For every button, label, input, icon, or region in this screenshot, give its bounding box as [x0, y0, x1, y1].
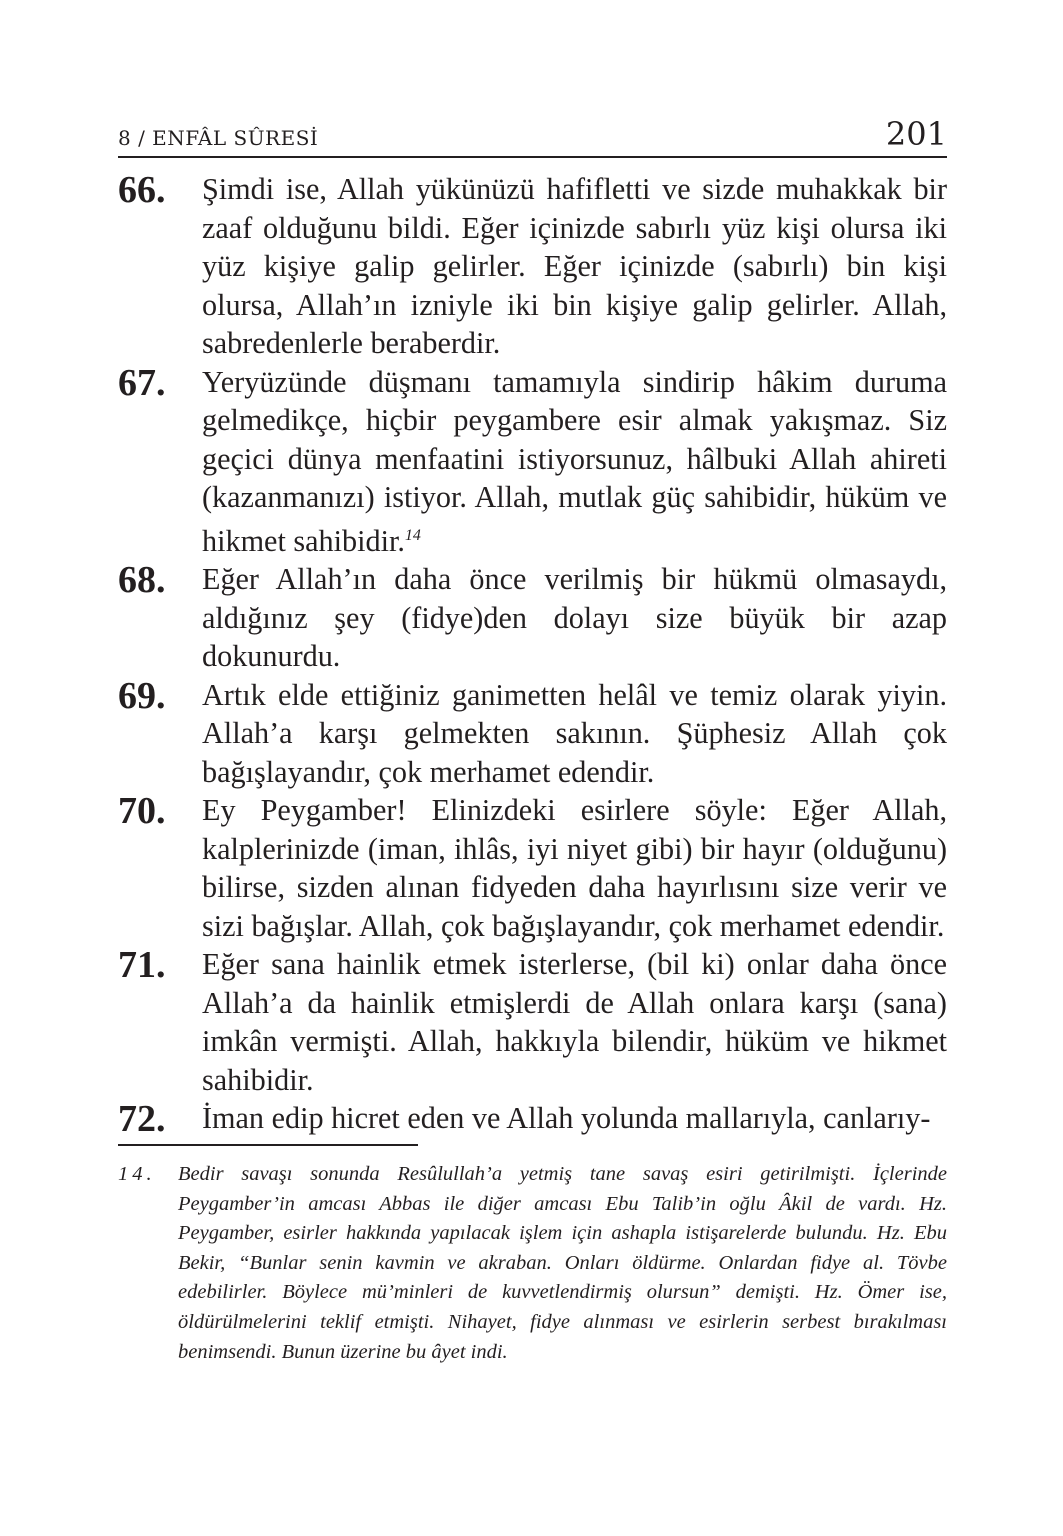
verse-number: 66. — [118, 169, 166, 211]
verse-69 — [118, 676, 947, 792]
page-header — [118, 110, 947, 158]
verse-text — [202, 363, 947, 561]
page-number: 201 — [885, 115, 947, 153]
footnote — [118, 1160, 947, 1367]
verse-number: 72. — [118, 1098, 166, 1141]
verse-text: Eğer sana hainlik etmek isterlerse, (bil ki) onlar daha önce Allah’a da hainlik etmişlerdi de Allah onlara karşı (sana) imkân vermişti. Allah, hakkıyla bilendir, hüküm ve hikmet sahibidir. — [202, 947, 947, 1097]
running-title: 8 / ENFÂL SÛRESİ — [118, 126, 319, 150]
verse-71 — [118, 945, 947, 1099]
verse-text: Artık elde ettiğiniz ganimetten helâl ve temiz olarak yiyin. Allah’a karşı gelmekten sakının. Şüphesiz Allah çok bağışlayandır, çok merhamet edendir. — [202, 677, 947, 789]
verse-66 — [118, 170, 947, 363]
verse-text-body: Yeryüzünde düşmanı tamamıyla sindirip hâkim duruma gelmedikçe, hiçbir peygambere esir almak yakışmaz. Siz geçici dünya menfaatini istiyorsunuz, hâlbuki Allah ahireti (kazanmanızı) istiyor. Allah, mutlak güç sahibidir, hüküm ve hikmet sahibidir. — [202, 364, 947, 558]
verse-text: Şimdi ise, Allah yükünüzü hafifletti ve sizde muhakkak bir zaaf olduğunu bildi. Eğer içinizde sabırlı yüz kişi olursa iki yüz kişiye galip gelirler. Eğer içinizde (sabırlı) bin kişi olursa, Allah’ın izniyle iki bin kişiye galip gelirler. Allah, sabredenlerle beraberdir. — [202, 172, 947, 360]
verse-number: 69. — [118, 674, 166, 717]
book-page — [118, 110, 947, 1367]
verse-68 — [118, 560, 947, 676]
verse-number: 71. — [118, 944, 166, 987]
verse-70 — [118, 791, 947, 945]
footnote-number: 14. — [118, 1163, 156, 1186]
verse-number: 67. — [118, 361, 166, 404]
footnote-text: Bedir savaşı sonunda Resûlullah’a yetmiş tane savaş esiri getirilmişti. İçlerinde Peygamber’in amcası Abbas ile diğer amcası Ebu Talib’in oğlu Âkil de vardı. Hz. Peygamber, esirler hakkında yapılacak işlem için ashapla istişarelerde bulundu. Hz. Ebu Bekir, “Bunlar senin kavmin ve akraban. Onları öldürme. Onlardan fidye al. Tövbe edebilirler. Böylece mü’minleri de kuvvetlendirmiş olursun” demişti. Hz. Ömer ise, öldürülmelerini teklif etmişti. Nihayet, fidye alınması ve esirlerin serbest bırakılması benimsendi. Bunun üzerine bu âyet indi. — [178, 1163, 947, 1363]
verse-number: 68. — [118, 559, 166, 602]
footnote-divider — [118, 1144, 418, 1146]
verse-text: Ey Peygamber! Elinizdeki esirlere söyle: Eğer Allah, kalplerinizde (iman, ihlâs, iyi niyet gibi) bir hayır (olduğunu) bilirse, sizden alınan fidyeden daha hayırlısını size verir ve sizi bağışlar. Allah, çok bağışlayandır, çok merhamet edendir. — [202, 793, 947, 943]
verse-text: İman edip hicret eden ve Allah yolunda mallarıyla, canlarıy- — [202, 1101, 931, 1136]
verse-number: 70. — [118, 790, 166, 833]
footnote-reference: 14 — [404, 526, 421, 544]
verse-text: Eğer Allah’ın daha önce verilmiş bir hükmü olmasaydı, aldığınız şey (fidye)den dolayı size büyük bir azap dokunurdu. — [202, 562, 947, 674]
verse-67 — [118, 363, 947, 561]
verse-72 — [118, 1098, 947, 1141]
verse-list — [118, 169, 947, 1141]
